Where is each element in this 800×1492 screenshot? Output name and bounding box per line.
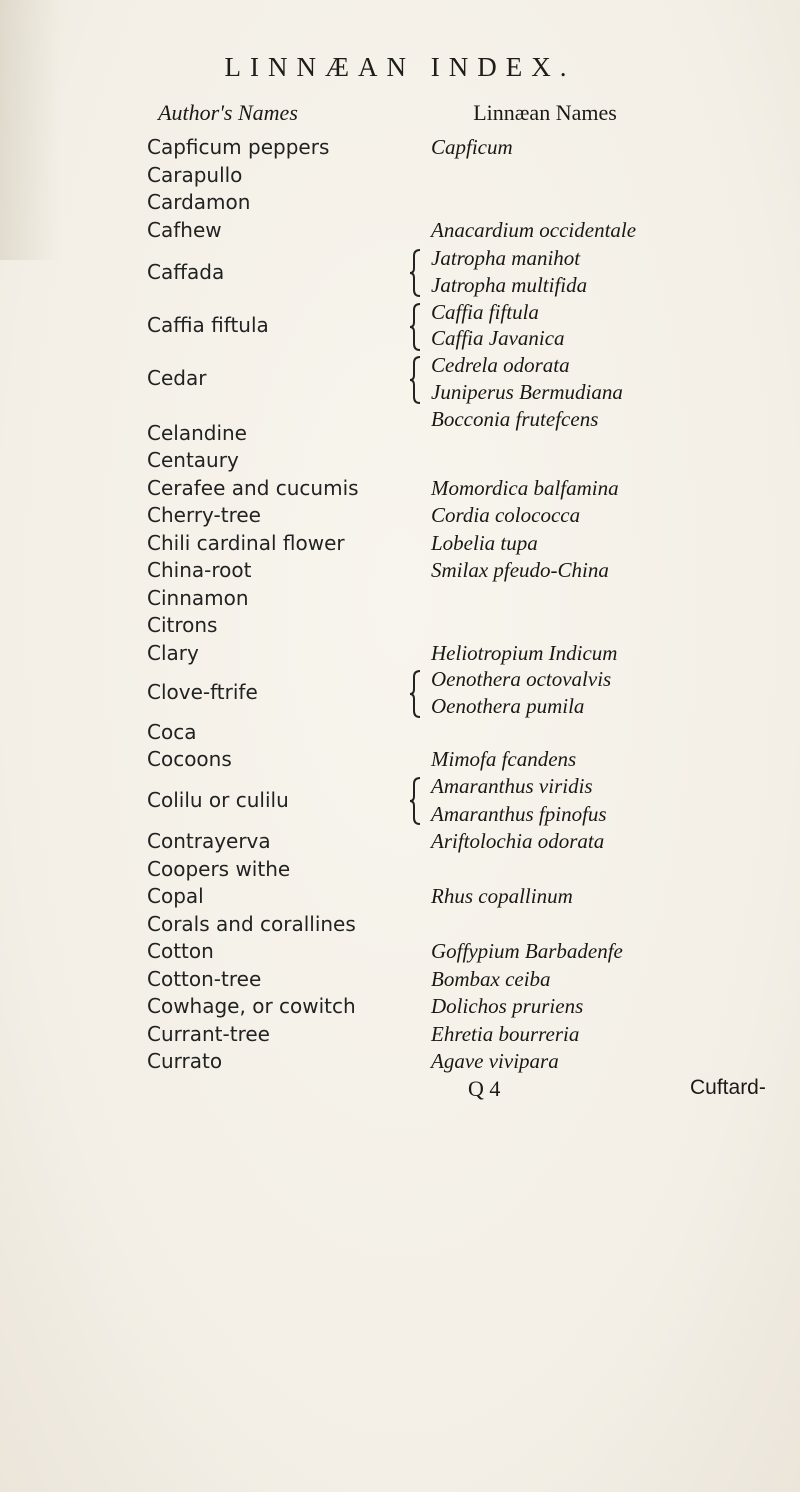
author-name-entry: Cocoons <box>147 747 232 771</box>
linnaean-name-entry: Mimofa fcandens <box>431 747 577 771</box>
author-name-entry: Capficum peppers <box>147 135 330 159</box>
author-name-entry: Contrayerva <box>147 829 271 853</box>
page-title: LINNÆAN INDEX. <box>224 52 576 82</box>
author-name-entry: Currato <box>147 1049 223 1073</box>
brace-icon <box>409 776 421 826</box>
author-name-entry: Cherry-tree <box>147 503 261 527</box>
author-name-entry: Caffada <box>147 260 225 284</box>
author-name-entry: Colilu or culilu <box>147 788 289 812</box>
linnaean-name-entry: Momordica balfamina <box>431 476 619 500</box>
linnaean-name-entry: Capficum <box>431 135 513 159</box>
linnaean-name-entry: Cordia colococca <box>431 503 581 527</box>
author-name-entry: Coopers withe <box>147 857 291 881</box>
linnaean-name-entry: Goffypium Barbadenfe <box>431 939 623 963</box>
linnaean-name-entry: Heliotropium Indicum <box>431 641 618 665</box>
author-name-entry: Citrons <box>147 613 218 637</box>
linnaean-name-entry: Rhus copallinum <box>431 884 573 908</box>
linnaean-name-entry: Oenothera octovalvis <box>431 667 612 691</box>
linnaean-name-entry: Lobelia tupa <box>431 531 538 555</box>
author-name-entry: Cedar <box>147 366 207 390</box>
brace-icon <box>409 669 421 719</box>
author-name-entry: Cafhew <box>147 218 222 242</box>
linnaean-name-entry: Ariftolochia odorata <box>431 829 605 853</box>
author-name-entry: Clary <box>147 641 199 665</box>
linnaean-name-entry: Amaranthus viridis <box>431 774 593 798</box>
linnaean-name-entry: Anacardium occidentale <box>431 218 637 242</box>
linnaean-name-entry: Smilax pfeudo-China <box>431 558 609 582</box>
author-name-entry: Chili cardinal flower <box>147 531 345 555</box>
author-name-entry: Cardamon <box>147 190 251 214</box>
linnaean-name-entry: Cedrela odorata <box>431 353 570 377</box>
linnaean-names-heading: Linnæan Names <box>473 100 617 125</box>
linnaean-name-entry: Amaranthus fpinofus <box>431 802 607 826</box>
linnaean-name-entry: Bombax ceiba <box>431 967 551 991</box>
author-name-entry: Cinnamon <box>147 586 249 610</box>
author-name-entry: Cotton <box>147 939 214 963</box>
author-name-entry: Copal <box>147 884 204 908</box>
author-name-entry: Carapullo <box>147 163 243 187</box>
brace-icon <box>409 355 421 405</box>
author-name-entry: Celandine <box>147 421 247 445</box>
linnaean-name-entry: Bocconia frutefcens <box>431 407 599 431</box>
author-name-entry: Currant-tree <box>147 1022 270 1046</box>
linnaean-name-entry: Oenothera pumila <box>431 694 585 718</box>
linnaean-name-entry: Ehretia bourreria <box>431 1022 580 1046</box>
linnaean-name-entry: Dolichos pruriens <box>431 994 584 1018</box>
author-names-heading: Author's Names <box>158 100 298 125</box>
author-name-entry: China-root <box>147 558 252 582</box>
author-name-entry: Corals and corallines <box>147 912 356 936</box>
linnaean-name-entry: Caffia Javanica <box>431 326 565 350</box>
brace-icon <box>409 302 421 352</box>
linnaean-name-entry: Agave vivipara <box>431 1049 559 1073</box>
author-name-entry: Cowhage, or cowitch <box>147 994 356 1018</box>
author-name-entry: Cerafee and cucumis <box>147 476 359 500</box>
signature-mark: Q 4 <box>468 1076 501 1101</box>
linnaean-name-entry: Jatropha manihot <box>431 246 581 270</box>
author-name-entry: Cotton-tree <box>147 967 262 991</box>
author-name-entry: Centaury <box>147 448 239 472</box>
brace-icon <box>409 248 421 298</box>
linnaean-name-entry: Juniperus Bermudiana <box>431 380 623 404</box>
catchword: Cuftard- <box>690 1076 766 1099</box>
author-name-entry: Coca <box>147 720 197 744</box>
linnaean-name-entry: Jatropha multifida <box>431 273 588 297</box>
linnaean-name-entry: Caffia fiftula <box>431 300 539 324</box>
author-name-entry: Clove-ftrife <box>147 680 258 704</box>
page-stain <box>0 0 60 260</box>
author-name-entry: Caffia fiftula <box>147 313 269 337</box>
